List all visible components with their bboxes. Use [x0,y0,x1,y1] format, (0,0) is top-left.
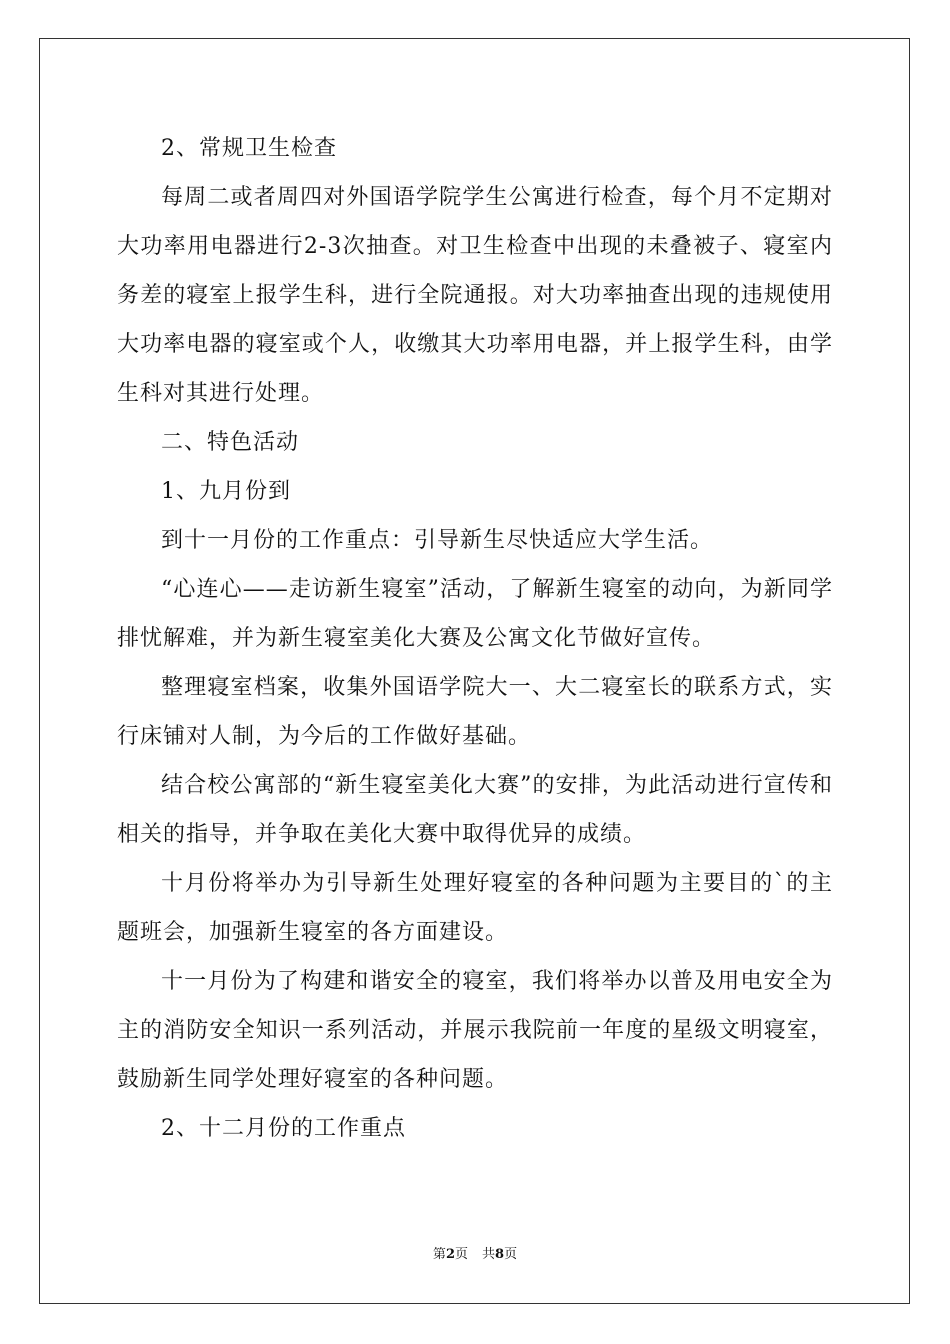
section-heading-special-activities: 二、特色活动 [161,430,300,455]
paragraph-hygiene-check: 每周二或者周四对外国语学院学生公寓进行检查，每个月不定期对大功率用电器进行2-3次抽查。对卫生检查中出现的未叠被子、寝室内务差的寝室上报学生科，进行全院通报。对大功率抽查出现的违规使用大功率电器的寝室或个人，收缴其大功率用电器，并上报学生科，由学生科对其进行处理。 [117,185,833,406]
footer-total-number: 8 [495,1247,505,1262]
subheading-september: 1、九月份到 [161,479,291,504]
paragraph-work-focus: 到十一月份的工作重点：引导新生尽快适应大学生活。 [161,528,714,553]
paragraph-beautification-contest: 结合校公寓部的“新生寝室美化大赛”的安排，为此活动进行宣传和相关的指导，并争取在美化大赛中取得优异的成绩。 [117,773,833,847]
paragraph-dorm-records: 整理寝室档案，收集外国语学院大一、大二寝室长的联系方式，实行床铺对人制，为今后的工作做好基础。 [117,675,833,749]
paragraph-november-safety: 十一月份为了构建和谐安全的寝室，我们将举办以普及用电安全为主的消防安全知识一系列活动，并展示我院前一年度的星级文明寝室，鼓励新生同学处理好寝室的各种问题。 [117,969,833,1092]
paragraph-october-meeting: 十月份将举办为引导新生处理好寝室的各种问题为主要目的`的主题班会，加强新生寝室的各方面建设。 [117,871,833,945]
subheading-december: 2、十二月份的工作重点 [161,1116,406,1141]
section-heading-hygiene-check: 2、常规卫生检查 [161,136,337,161]
footer-page-number: 2 [445,1247,455,1262]
footer-total-prefix: 共 [482,1247,496,1262]
footer-page-prefix: 第 [432,1247,446,1262]
document-body [117,124,833,1153]
footer-total-suffix: 页 [504,1247,518,1262]
paragraph-dorm-visit: “心连心——走访新生寝室”活动，了解新生寝室的动向，为新同学排忧解难，并为新生寝室美化大赛及公寓文化节做好宣传。 [117,577,833,651]
page-footer [0,1246,950,1264]
footer-page-suffix: 页 [454,1247,468,1262]
